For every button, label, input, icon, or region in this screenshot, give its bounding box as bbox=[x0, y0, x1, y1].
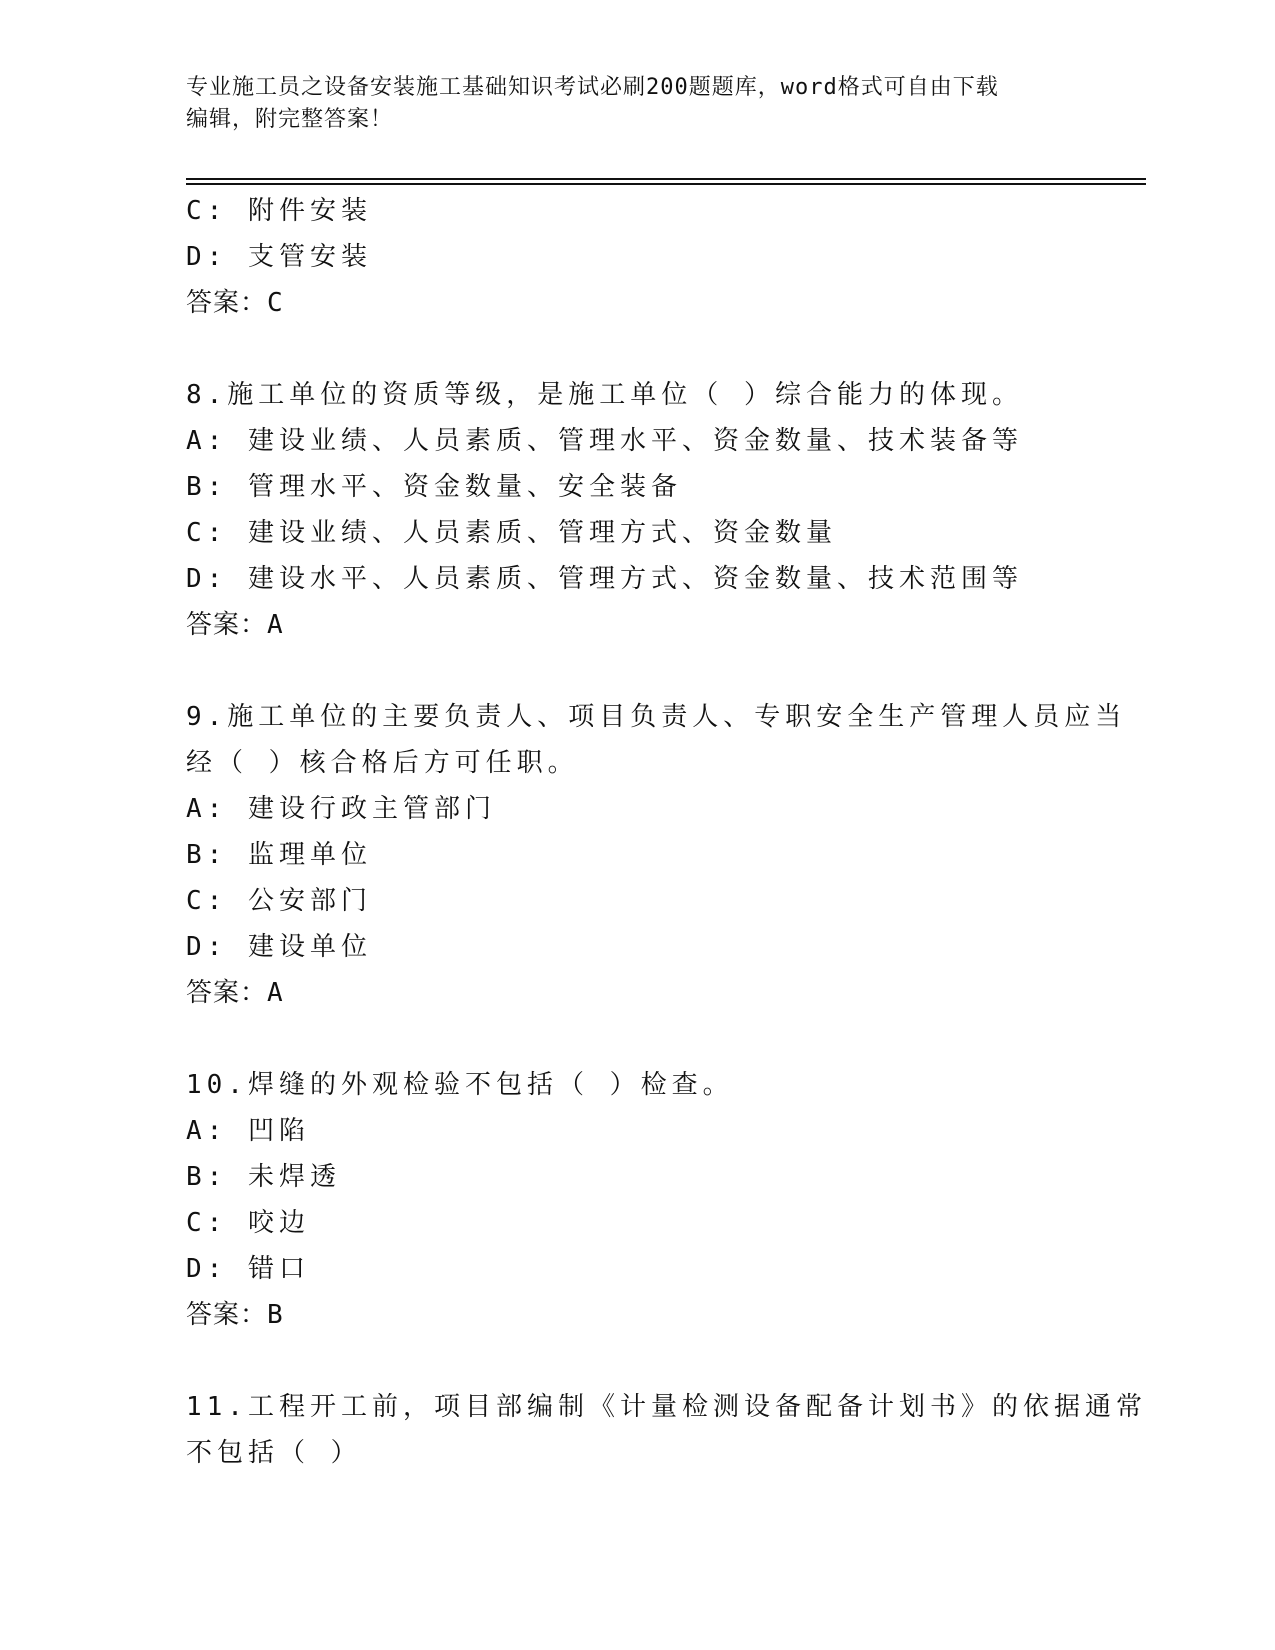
answer-line: 答案：A bbox=[186, 610, 284, 640]
option-a: A: 建设行政主管部门 bbox=[186, 794, 496, 824]
question-stem: 10.焊缝的外观检验不包括（ ）检查。 bbox=[186, 1070, 734, 1100]
question-stem-line-2: 不包括（ ） bbox=[186, 1438, 362, 1468]
option-b: B: 管理水平、资金数量、安全装备 bbox=[186, 472, 682, 502]
answer-line: 答案：A bbox=[186, 978, 284, 1008]
question-stem-line-1: 11.工程开工前，项目部编制《计量检测设备配备计划书》的依据通常 bbox=[186, 1392, 1147, 1422]
question-stem-line-2: 经（ ）核合格后方可任职。 bbox=[186, 748, 579, 778]
option-d: D: 错口 bbox=[186, 1254, 310, 1284]
spacer bbox=[186, 1338, 1086, 1384]
question-8 bbox=[186, 372, 1086, 648]
option-b: B: 监理单位 bbox=[186, 840, 372, 870]
spacer bbox=[186, 648, 1086, 694]
header-title-line-2: 编辑，附完整答案！ bbox=[186, 107, 394, 132]
answer-line: 答案：C bbox=[186, 288, 284, 318]
option-a: A: 建设业绩、人员素质、管理水平、资金数量、技术装备等 bbox=[186, 426, 1023, 456]
question-11 bbox=[186, 1384, 1147, 1476]
header-rule-bottom bbox=[186, 183, 1146, 185]
option-c: C: 咬边 bbox=[186, 1208, 310, 1238]
answer-line: 答案：B bbox=[186, 1300, 284, 1330]
header-title-line-1: 专业施工员之设备安装施工基础知识考试必刷200题题库，word格式可自由下载 bbox=[186, 75, 999, 100]
spacer bbox=[186, 326, 1086, 372]
option-d: D: 建设单位 bbox=[186, 932, 372, 962]
option-c: C: 建设业绩、人员素质、管理方式、资金数量 bbox=[186, 518, 837, 548]
page-header bbox=[186, 72, 1086, 136]
question-content bbox=[186, 188, 1147, 1476]
option-d: D: 建设水平、人员素质、管理方式、资金数量、技术范围等 bbox=[186, 564, 1023, 594]
header-rule-top bbox=[186, 178, 1146, 180]
question-10 bbox=[186, 1062, 1086, 1338]
option-c: C: 公安部门 bbox=[186, 886, 372, 916]
option-d: D: 支管安装 bbox=[186, 242, 372, 272]
option-b: B: 未焊透 bbox=[186, 1162, 341, 1192]
question-stem-line-1: 9.施工单位的主要负责人、项目负责人、专职安全生产管理人员应当 bbox=[186, 702, 1127, 732]
question-stem: 8.施工单位的资质等级，是施工单位（ ）综合能力的体现。 bbox=[186, 380, 1023, 410]
option-c: C: 附件安装 bbox=[186, 196, 372, 226]
spacer bbox=[186, 1016, 1086, 1062]
question-9 bbox=[186, 694, 1127, 1016]
option-a: A: 凹陷 bbox=[186, 1116, 310, 1146]
carryover-block bbox=[186, 188, 1086, 326]
